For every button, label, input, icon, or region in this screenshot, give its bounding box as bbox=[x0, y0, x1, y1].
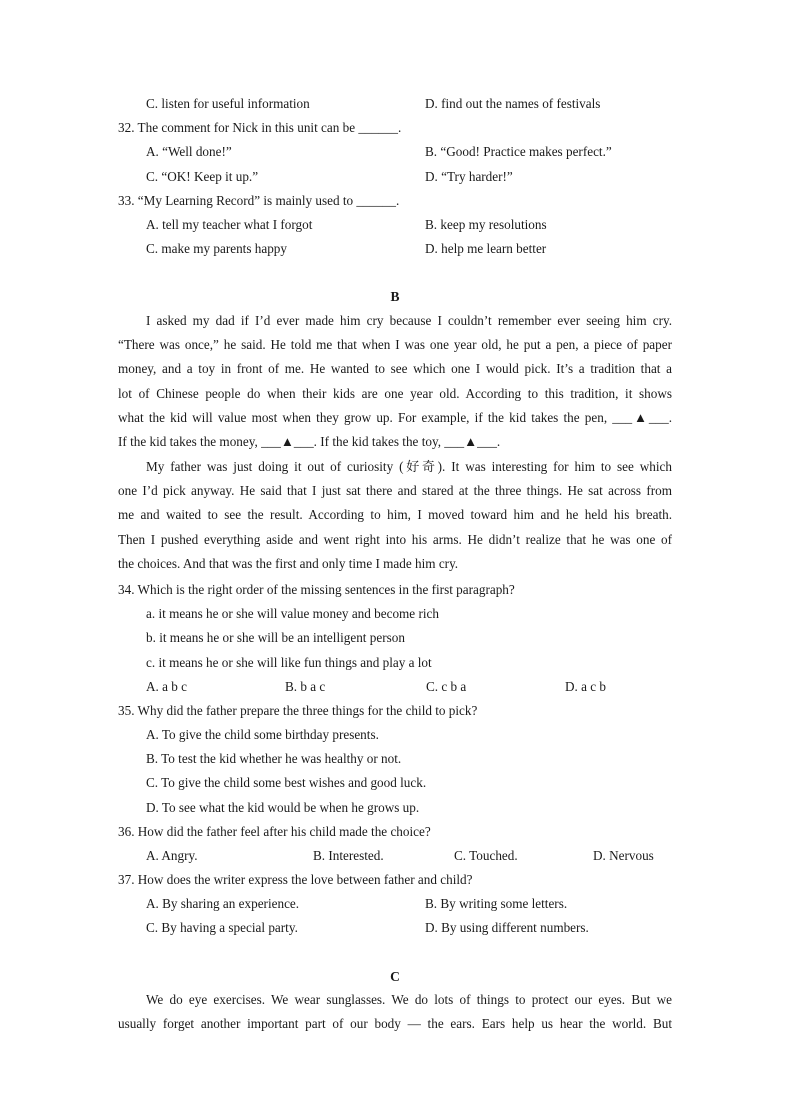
q36-option-a: A. Angry. bbox=[146, 848, 198, 863]
q34-item-c: c. it means he or she will like fun things and play a lot bbox=[146, 655, 432, 670]
q35-option-d: D. To see what the kid would be when he grows up. bbox=[146, 800, 420, 815]
q34-item-b: b. it means he or she will be an intelligent person bbox=[146, 630, 405, 645]
q34-item-a: a. it means he or she will value money and become rich bbox=[146, 606, 439, 621]
q33-option-d: D. help me learn better bbox=[425, 241, 547, 256]
q34-option-d: D. a c b bbox=[565, 679, 607, 694]
q32-stem: 32. The comment for Nick in this unit can be ______. bbox=[118, 120, 402, 135]
q32-option-c: C. “OK! Keep it up.” bbox=[146, 169, 259, 184]
q37-option-c: C. By having a special party. bbox=[146, 920, 298, 935]
b-p1-line: “There was once,” he said. He told me that when I was one year old, he put a pen, a piece of paper bbox=[118, 337, 672, 353]
b-p1-line: If the kid takes the money, ___▲___. If the kid takes the toy, ___▲___. bbox=[118, 433, 501, 449]
q37-option-d: D. By using different numbers. bbox=[425, 920, 589, 935]
q32-option-a: A. “Well done!” bbox=[146, 144, 232, 159]
q32-option-d: D. “Try harder!” bbox=[425, 169, 513, 184]
q33-option-c: C. make my parents happy bbox=[146, 241, 287, 256]
section-b-paragraph-1 bbox=[118, 309, 672, 454]
q32-option-b: B. “Good! Practice makes perfect.” bbox=[425, 144, 612, 159]
q37-option-b: B. By writing some letters. bbox=[425, 896, 568, 911]
b-p2-line: My father was just doing it out of curiosity (好奇). It was interesting for him to see which bbox=[146, 459, 672, 474]
q33-stem: 33. “My Learning Record” is mainly used to ______. bbox=[118, 193, 400, 208]
c-p1-line: usually forget another important part of our body — the ears. Ears help us hear the world. But bbox=[118, 1016, 672, 1032]
q36-stem: 36. How did the father feel after his child made the choice? bbox=[118, 824, 431, 839]
q33-option-b: B. keep my resolutions bbox=[425, 217, 547, 232]
b-p1-line: money, and a toy in front of me. He wanted to see which one I would pick. It’s a tradition that a bbox=[118, 361, 672, 377]
q34-stem: 34. Which is the right order of the missing sentences in the first paragraph? bbox=[118, 582, 515, 597]
q34-option-a: A. a b c bbox=[146, 679, 188, 694]
q31-option-d: D. find out the names of festivals bbox=[425, 96, 601, 111]
b-p2-line: the choices. And that was the first and only time I made him cry. bbox=[118, 555, 459, 571]
b-p1-line: lot of Chinese people do when their kids are one year old. According to this tradition, it shows bbox=[118, 385, 672, 401]
q35-option-c: C. To give the child some best wishes and good luck. bbox=[146, 775, 427, 790]
b-p2-line: one I’d pick anyway. He said that I just sat there and stared at the three things. He sat across from bbox=[118, 483, 672, 499]
q34-option-c: C. c b a bbox=[426, 679, 467, 694]
section-c-paragraph-1 bbox=[118, 988, 672, 1036]
b-p1-line: what the kid will value most when they grow up. For example, if the kid takes the pen, ___▲___. bbox=[118, 409, 672, 425]
b-p2-line: me and waited to see the result. According to him, I moved toward him and he held his breath. bbox=[118, 507, 672, 523]
b-p2-line: Then I pushed everything aside and went right into his arms. He didn’t realize that he was one of bbox=[118, 531, 672, 547]
section-b-title: B bbox=[390, 289, 400, 304]
q36-option-b: B. Interested. bbox=[313, 848, 384, 863]
q36-option-c: C. Touched. bbox=[454, 848, 518, 863]
q37-stem: 37. How does the writer express the love between father and child? bbox=[118, 872, 473, 887]
b-p1-line: I asked my dad if I’d ever made him cry because I couldn’t remember ever seeing him cry. bbox=[146, 313, 672, 328]
section-c-title: C bbox=[390, 969, 400, 984]
q36-option-d: D. Nervous bbox=[593, 848, 654, 863]
q31-option-c: C. listen for useful information bbox=[146, 96, 310, 111]
q35-option-a: A. To give the child some birthday presents. bbox=[146, 727, 379, 742]
q37-option-a: A. By sharing an experience. bbox=[146, 896, 300, 911]
q33-option-a: A. tell my teacher what I forgot bbox=[146, 217, 313, 232]
q35-stem: 35. Why did the father prepare the three things for the child to pick? bbox=[118, 703, 478, 718]
c-p1-line: We do eye exercises. We wear sunglasses. We do lots of things to protect our eyes. But we bbox=[146, 992, 672, 1007]
q35-option-b: B. To test the kid whether he was healthy or not. bbox=[146, 751, 402, 766]
section-b-paragraph-2 bbox=[118, 455, 672, 576]
q34-option-b: B. b a c bbox=[285, 679, 326, 694]
